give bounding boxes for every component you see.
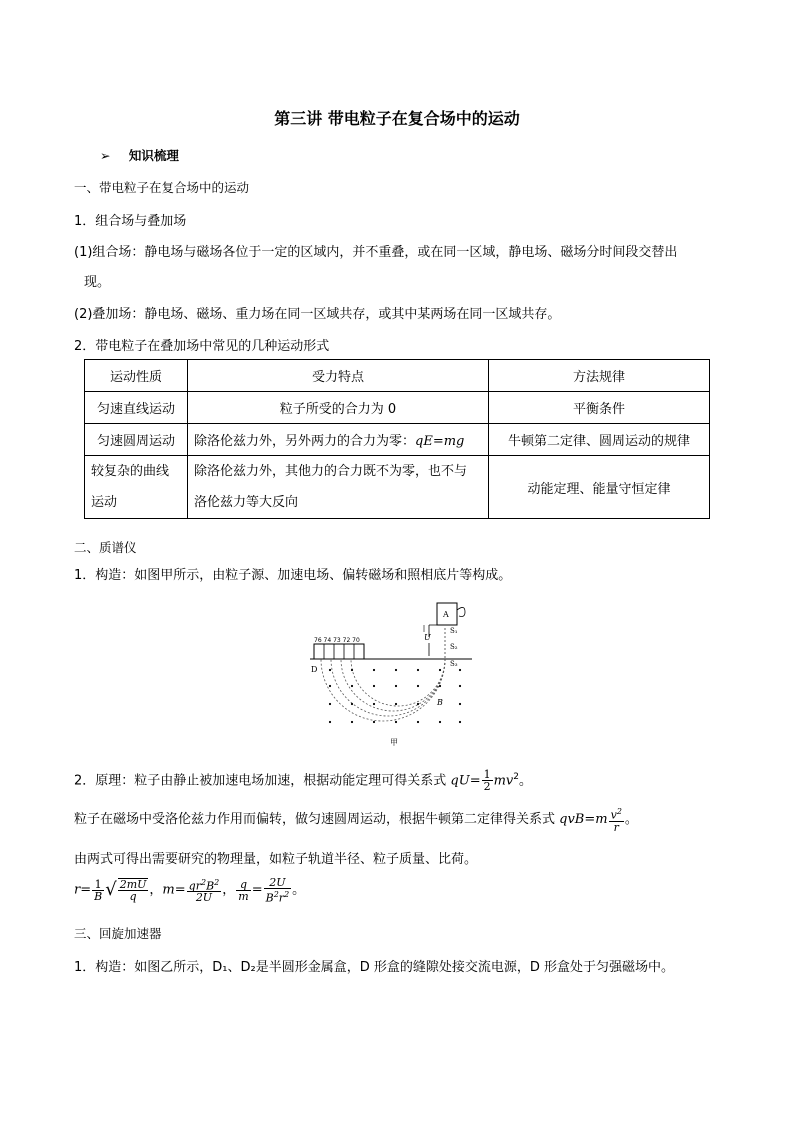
label-a: A: [443, 610, 449, 619]
diagram-caption: 甲: [390, 738, 398, 747]
trajectory-1: [321, 659, 445, 721]
section1-heading: 一、带电粒子在复合场中的运动: [74, 180, 250, 195]
label-s2: S₂: [450, 643, 458, 651]
section2-heading: 二、质谱仪: [74, 540, 137, 555]
balance-formula: qE=mg: [415, 434, 465, 449]
table-header-cell: 方法规律: [489, 360, 710, 392]
section1-p1-line2: 现。: [84, 275, 111, 290]
section3-item1: 1．构造：如图乙所示，D₁、D₂是半圆形金属盒，D 形盒的缝隙处接交流电源，D 形盒处于匀强磁场中。: [74, 960, 675, 975]
label-b: B: [437, 698, 443, 707]
table-cell: [188, 456, 489, 519]
trajectory-3: [341, 659, 445, 711]
table-cell: [85, 456, 188, 519]
table-row: [85, 424, 710, 456]
energy-formula: qU: [450, 773, 470, 789]
section1-p1-line1: (1)组合场：静电场与磁场各位于一定的区域内，并不重叠，或在同一区域，静电场、磁场分时间段交替出: [74, 245, 678, 260]
arrow-icon: ➢: [100, 148, 111, 163]
gas-inlet-icon: [457, 607, 465, 616]
motion-forms-table: [84, 359, 710, 519]
outline-heading: [100, 146, 179, 164]
section1-item1: 1．组合场与叠加场: [74, 214, 187, 229]
table-cell: 粒子所受的合力为 0: [188, 392, 489, 424]
magnetic-field-dots: [329, 669, 461, 723]
section3-heading: 三、回旋加速器: [74, 926, 162, 941]
label-s3: S₃: [450, 660, 458, 668]
table-header-cell: 运动性质: [85, 360, 188, 392]
photo-film: [314, 644, 364, 659]
principle-text: 2．原理：粒子由静止被加速电场加速，根据动能定理可得关系式: [74, 773, 451, 789]
section2-line2: 粒子在磁场中受洛伦兹力作用而偏转，做匀速圆周运动，根据牛顿第二定律得关系式 qvB=m $\frac{v^2}{r}$ 。: [74, 807, 638, 834]
label-d: D: [311, 665, 318, 674]
table-cell: 动能定理、能量守恒定律: [489, 456, 710, 519]
table-header-cell: 受力特点: [188, 360, 489, 392]
table-row: [85, 392, 710, 424]
label-u: U: [424, 633, 431, 642]
table-cell-text: 除洛伦兹力外，另外两力的合力为零：: [194, 434, 416, 449]
table-cell-line: 洛伦兹力等大反向: [194, 495, 299, 510]
lorentz-end: 。: [624, 811, 638, 827]
table-cell: 匀速圆周运动: [85, 424, 188, 456]
trajectory-2: [331, 659, 445, 716]
table-cell: 牛顿第二定律、圆周运动的规律: [489, 424, 710, 456]
table-cell: 匀速直线运动: [85, 392, 188, 424]
section1-item2: 2．带电粒子在叠加场中常见的几种运动形式: [74, 339, 330, 354]
page-title: 第三讲 带电粒子在复合场中的运动: [274, 109, 520, 128]
mass-ticks: 76 74 73 72 70: [314, 637, 360, 644]
result-formulas: r= $\frac{1}{B}$ √ $\frac{2mU}{q}$ ，m= $\frac{qr^2B^2}{2U}$ ， $\frac{q}{m}$ = $\frac{2U}{B^2r^2}$ 。: [74, 875, 306, 905]
principle-end: 。: [519, 773, 533, 789]
table-row: [85, 456, 710, 519]
table-cell: 平衡条件: [489, 392, 710, 424]
outline-label: 知识梳理: [128, 148, 179, 163]
table-header-row: [85, 360, 710, 392]
section2-item2: 2．原理：粒子由静止被加速电场加速，根据动能定理可得关系式 qU= $\frac{1}{2}$ $mv^2$。: [74, 768, 533, 794]
lorentz-text: 粒子在磁场中受洛伦兹力作用而偏转，做匀速圆周运动，根据牛顿第二定律得关系式: [74, 811, 560, 827]
section2-line3: 由两式可得出需要研究的物理量，如粒子轨道半径、粒子质量、比荷。: [74, 852, 478, 867]
lorentz-formula: qvB: [559, 811, 585, 827]
label-s1: S₁: [450, 627, 458, 635]
mass-spectrometer-diagram: [300, 600, 490, 750]
table-cell-line: 除洛伦兹力外，其他力的合力既不为零，也不与: [194, 464, 468, 479]
section1-p2: (2)叠加场：静电场、磁场、重力场在同一区域共存，或其中某两场在同一区域共存。: [74, 307, 561, 322]
table-cell-line: 运动: [91, 495, 118, 510]
trajectory-4: [351, 659, 445, 706]
section2-item1: 1．构造：如图甲所示，由粒子源、加速电场、偏转磁场和照相底片等构成。: [74, 568, 512, 583]
table-cell: [188, 424, 489, 456]
table-cell-line: 较复杂的曲线: [91, 464, 170, 479]
